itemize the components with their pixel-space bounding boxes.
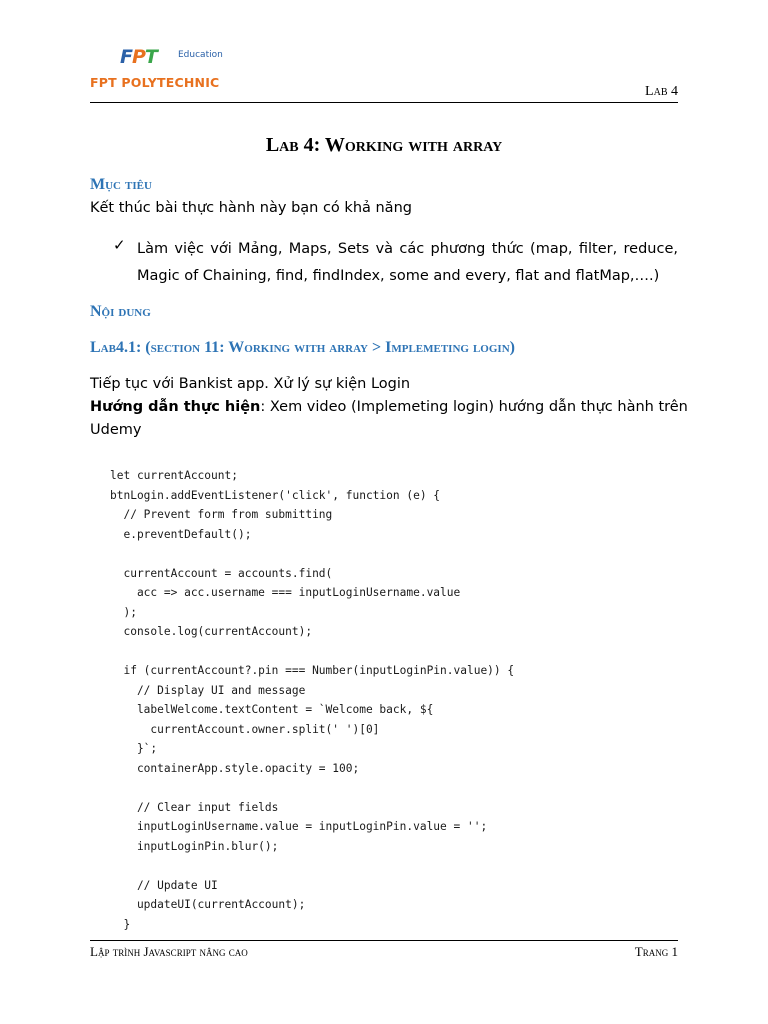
logo-education-text: Education [178,50,223,60]
paragraph-udemy: Udemy [90,422,142,438]
logo-letter-t: T [144,46,157,68]
header-lab-label: Lab 4 [645,84,678,99]
code-block: let currentAccount; btnLogin.addEventListener('click', function (e) { // Prevent form from submitting e.preventDefault(); currentAccount = accounts.find( acc => acc.username === inputLoginUsername.value ); console.log(currentAccount); if (currentAccount?.pin === Number(inputLoginPin.value)) { // Display UI and message labelWelcome.textContent = `Welcome back, ${ currentAccount.owner.split(' ')[0] }`; containerApp.style.opacity = 100; // Clear input fields inputLoginUsername.value = inputLoginPin.value = ''; inputLoginPin.blur(); // Update UI updateUI(currentAccount); } [110,469,515,931]
footer-page-number: Trang 1 [634,944,678,959]
fpt-letters [120,43,157,67]
objective-bullet-line-1: Làm việc với Mảng, Maps, Sets và các phương thức (map, filter, reduce, [137,241,678,257]
content-heading: Nội dung [90,303,151,320]
logo-letter-f: F [120,46,132,68]
page-title: Lab 4: Working with array [265,134,503,156]
objective-bullet-line-2: Magic of Chaining, find, findIndex, some and every, flat and flatMap,….) [137,268,660,284]
header-divider [90,102,678,103]
brand-name: FPT POLYTECHNIC [90,75,220,90]
paragraph-instructions [90,399,688,415]
paragraph-intro: Tiếp tục với Bankist app. Xử lý sự kiện Login [90,376,411,392]
objective-bullet [137,236,678,290]
footer-divider [90,940,678,941]
objectives-heading: Mục tiêu [90,176,152,193]
instructions-label: Hướng dẫn thực hiện [90,399,261,415]
footer-course-title: Lập trình Javascript nâng cao [90,944,248,959]
objectives-intro: Kết thúc bài thực hành này bạn có khả năng [90,200,412,216]
checkmark-icon: ✓ [113,236,126,254]
fpt-education-logo [120,43,230,67]
instructions-text: : Xem video (Implemeting login) hướng dẫn thực hành trên [260,399,688,415]
logo-letter-p: P [131,46,145,68]
section-heading: Lab4.1: (section 11: Working with array > Implemeting login) [90,339,515,356]
